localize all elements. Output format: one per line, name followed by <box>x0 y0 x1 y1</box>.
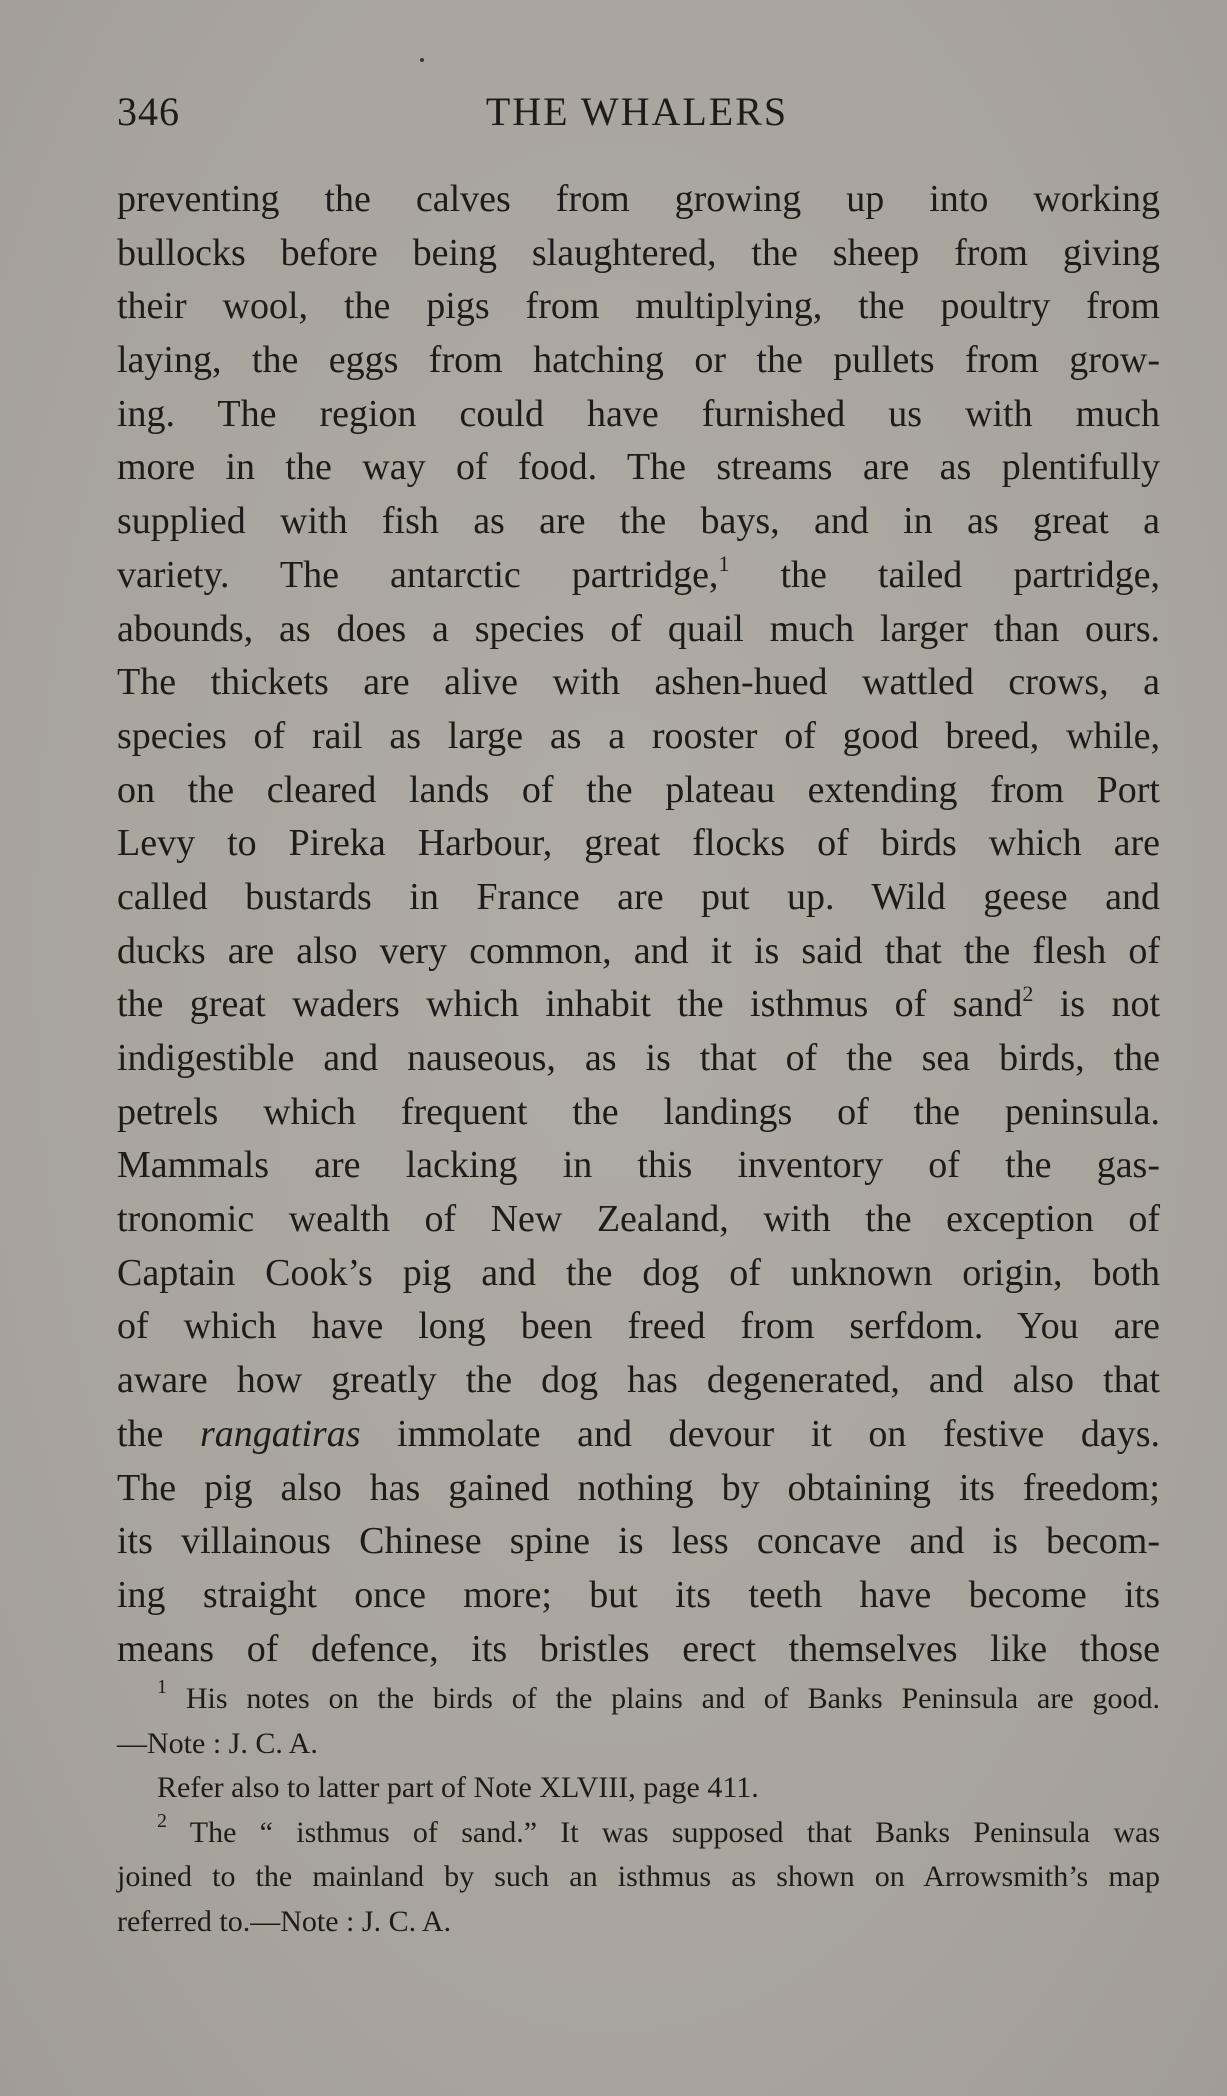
page-number: 346 <box>117 89 180 134</box>
text-segment: the great waders which inhabit the isthmus of sand <box>117 983 1023 1026</box>
text-line: laying, the eggs from hatching or the pullets from grow- <box>117 339 1160 382</box>
footnote-text: His notes on the birds of the plains and of Banks Peninsula are good. <box>167 1682 1160 1715</box>
text-line: called bustards in France are put up. Wild geese and <box>117 875 1160 918</box>
text-line: species of rail as large as a rooster of good breed, while, <box>117 714 1160 757</box>
footnote-line: Refer also to latter part of Note XLVIII, page 411. <box>157 1771 759 1804</box>
footnote-number: 2 <box>157 1809 167 1832</box>
text-line: Levy to Pireka Harbour, great flocks of birds which are <box>117 822 1160 865</box>
footnote-ref: 1 <box>718 551 730 577</box>
footnote-number: 1 <box>157 1676 167 1698</box>
text-line <box>117 1408 1160 1462</box>
footnote-line: referred to.—Note : J. C. A. <box>117 1904 452 1938</box>
text-line <box>117 549 1160 603</box>
text-line: their wool, the pigs from multiplying, the poultry from <box>117 285 1160 328</box>
footnotes <box>117 1677 1160 1944</box>
text-line: means of defence, its bristles erect themselves like those <box>117 1627 1160 1670</box>
page-header <box>117 88 1157 148</box>
italic-term: rangatiras <box>200 1412 361 1455</box>
text-line: ing. The region could have furnished us with much <box>117 392 1160 435</box>
footnote-line: joined to the mainland by such an isthmus as shown on Arrowsmith’s map <box>117 1860 1160 1893</box>
text-line: ducks are also very common, and it is said that the flesh of <box>117 929 1160 972</box>
text-line: petrels which frequent the landings of the peninsula. <box>117 1090 1160 1133</box>
text-line: on the cleared lands of the plateau extending from Port <box>117 768 1160 811</box>
footnote-2 <box>117 1811 1160 1856</box>
text-line <box>117 978 1160 1032</box>
text-line: tronomic wealth of New Zealand, with the exception of <box>117 1198 1160 1241</box>
text-line: The thickets are alive with ashen-hued wattled crows, a <box>117 661 1160 704</box>
printer-mark <box>420 58 424 62</box>
text-line: its villainous Chinese spine is less concave and is becom- <box>117 1520 1160 1563</box>
text-line: Captain Cook’s pig and the dog of unknown origin, both <box>117 1251 1160 1294</box>
text-line: indigestible and nauseous, as is that of the sea birds, the <box>117 1037 1160 1079</box>
text-line: of which have long been freed from serfdom. You are <box>117 1305 1160 1348</box>
text-line: The pig also has gained nothing by obtaining its freedom; <box>117 1466 1160 1509</box>
text-segment: variety. The antarctic partridge, <box>117 553 719 596</box>
body-text <box>117 173 1160 1676</box>
text-segment: the tailed partridge, <box>729 553 1160 596</box>
text-line: bullocks before being slaughtered, the sheep from giving <box>117 231 1160 274</box>
footnote-text: The “ isthmus of sand.” It was supposed that Banks Peninsula was <box>167 1815 1160 1849</box>
text-line: preventing the calves from growing up into working <box>117 178 1160 220</box>
text-line: Mammals are lacking in this inventory of the gas- <box>117 1144 1160 1187</box>
text-segment: immolate and devour it on festive days. <box>360 1412 1160 1455</box>
running-title: THE WHALERS <box>485 89 789 134</box>
footnote-line: —Note : J. C. A. <box>117 1726 318 1760</box>
text-line: aware how greatly the dog has degenerated, and also that <box>117 1359 1160 1402</box>
text-line: supplied with fish as are the bays, and in as great a <box>117 500 1160 543</box>
text-line: more in the way of food. The streams are as plentifully <box>117 446 1160 489</box>
footnote-1 <box>117 1677 1160 1722</box>
text-line: abounds, as does a species of quail much larger than ours. <box>117 607 1160 650</box>
text-segment: is not <box>1033 983 1161 1026</box>
footnote-ref: 2 <box>1022 980 1034 1006</box>
text-line: ing straight once more; but its teeth have become its <box>117 1573 1160 1616</box>
text-segment: the <box>117 1412 200 1455</box>
